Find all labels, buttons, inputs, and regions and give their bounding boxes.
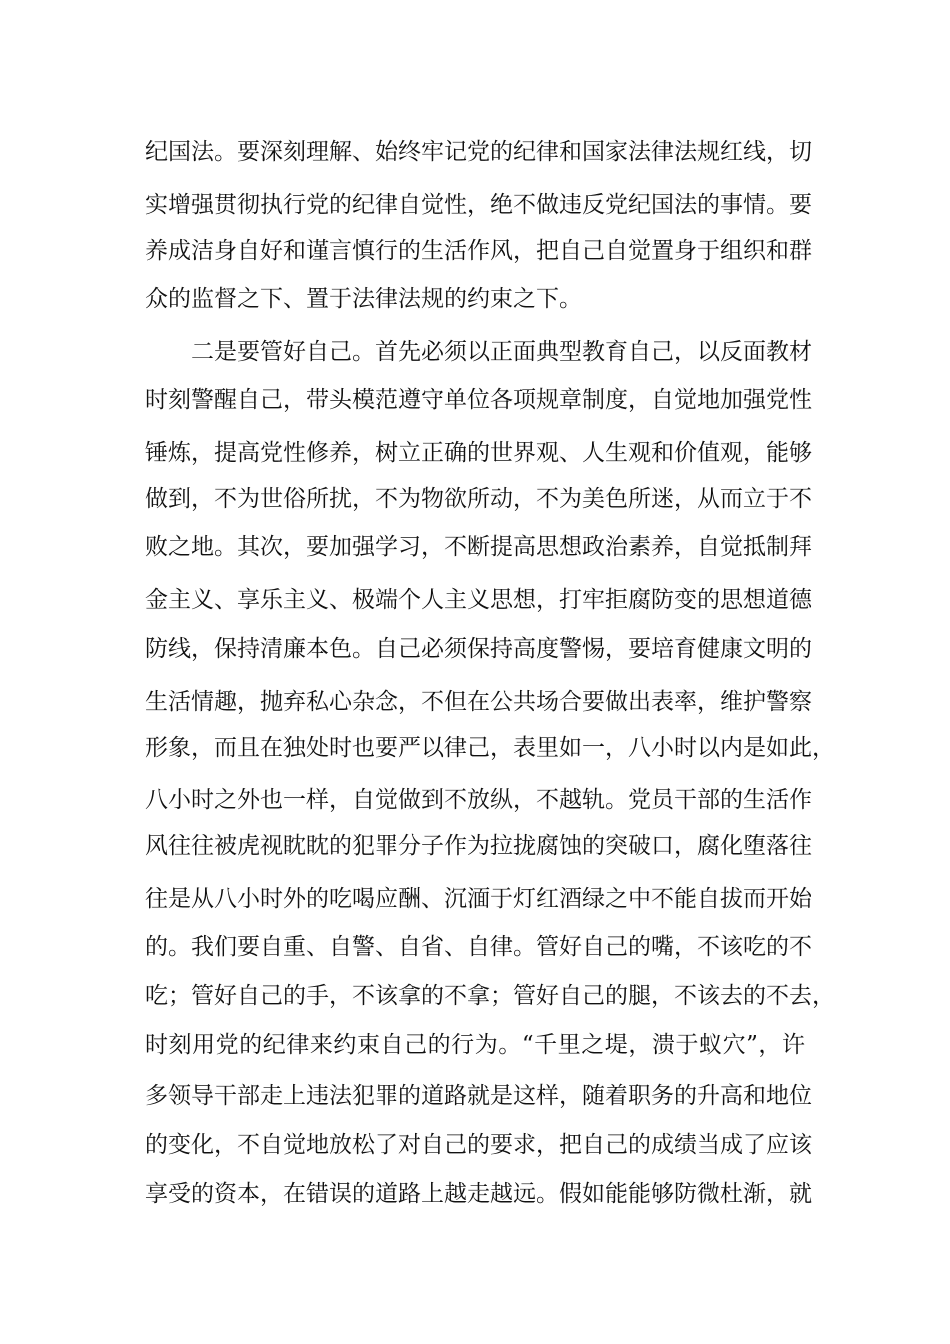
text-line-15: 风往往被虎视眈眈的犯罪分子作为拉拢腐蚀的突破口，腐化堕落往 bbox=[145, 833, 812, 859]
text-line-9: 败之地。其次，要加强学习，不断提高思想政治素养，自觉抵制拜 bbox=[145, 534, 812, 560]
text-line-5: 二是要管好自己。首先必须以正面典型教育自己，以反面教材 bbox=[191, 339, 812, 365]
text-line-14: 八小时之外也一样，自觉做到不放纵，不越轨。党员干部的生活作 bbox=[145, 787, 812, 813]
text-line-10: 金主义、享乐主义、极端个人主义思想，打牢拒腐防变的思想道德 bbox=[145, 587, 812, 613]
text-line-6: 时刻警醒自己，带头模范遵守单位各项规章制度，自觉地加强党性 bbox=[145, 387, 812, 413]
text-line-21: 的变化，不自觉地放松了对自己的要求，把自己的成绩当成了应该 bbox=[145, 1132, 812, 1158]
text-line-12: 生活情趣，抛弃私心杂念，不但在公共场合要做出表率，维护警察 bbox=[145, 689, 812, 715]
text-line-18: 吃；管好自己的手，不该拿的不拿；管好自己的腿，不该去的不去， bbox=[145, 983, 835, 1009]
text-line-22: 享受的资本，在错误的道路上越走越远。假如能能够防微杜渐，就 bbox=[145, 1181, 812, 1207]
text-line-20: 多领导干部走上违法犯罪的道路就是这样，随着职务的升高和地位 bbox=[145, 1083, 812, 1109]
text-line-19: 时刻用党的纪律来约束自己的行为。“千里之堤，溃于蚁穴”，许 bbox=[145, 1032, 805, 1058]
text-line-17: 的。我们要自重、自警、自省、自律。管好自己的嘴，不该吃的不 bbox=[145, 934, 812, 960]
text-line-7: 锤炼，提高党性修养，树立正确的世界观、人生观和价值观，能够 bbox=[145, 440, 812, 466]
text-line-16: 往是从八小时外的吃喝应酬、沉湎于灯红酒绿之中不能自拔而开始 bbox=[145, 886, 812, 912]
text-line-1: 纪国法。要深刻理解、始终牢记党的纪律和国家法律法规红线，切 bbox=[145, 139, 812, 165]
text-line-13: 形象，而且在独处时也要严以律己，表里如一，八小时以内是如此， bbox=[145, 735, 835, 761]
text-line-4: 众的监督之下、置于法律法规的约束之下。 bbox=[145, 286, 582, 312]
text-line-8: 做到，不为世俗所扰，不为物欲所动，不为美色所迷，从而立于不 bbox=[145, 486, 812, 512]
text-line-2: 实增强贯彻执行党的纪律自觉性，绝不做违反党纪国法的事情。要 bbox=[145, 192, 812, 218]
text-line-11: 防线，保持清廉本色。自己必须保持高度警惕，要培育健康文明的 bbox=[145, 636, 812, 662]
text-line-3: 养成洁身自好和谨言慎行的生活作风，把自己自觉置身于组织和群 bbox=[145, 238, 812, 264]
